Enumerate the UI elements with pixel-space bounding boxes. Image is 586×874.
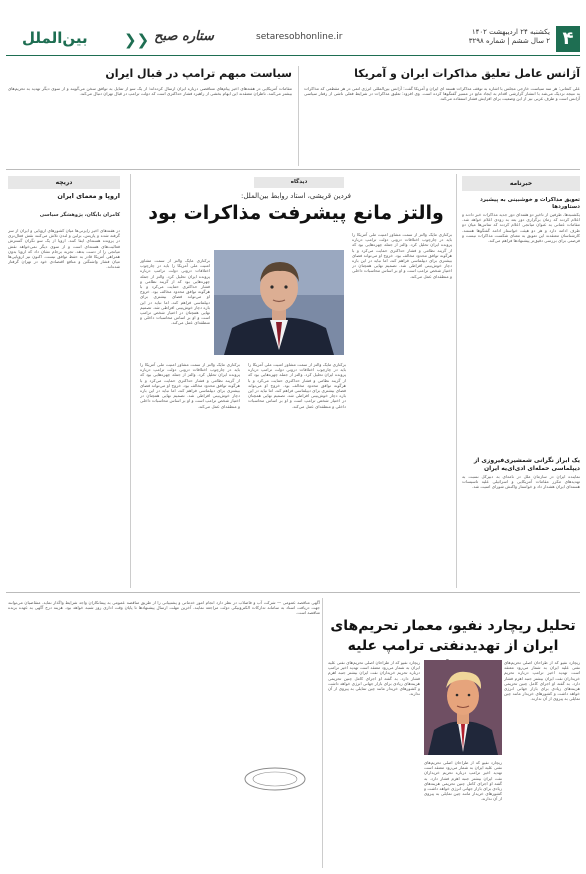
feature-body-col-1: برکناری مایک والتز از سمت مشاور امنیت ملی آمریکا را باید در چارچوب اختلافات درونی دولت ترامپ درباره پرونده ایران تحلیل کرد. والتز از جمله چهره‌هایی بود که از گزینه نظامی و فشار حداکثری حمایت می‌کرد و با هرگونه توافق محدود مخالف بود. خروج او می‌تواند فضای بیشتری برای دیپلماسی فراهم کند، اما نباید در این باره دچار خوش‌بینی افراطی شد. تصمیم نهایی همچنان در اختیار شخص ترامپ است و او بر اساس محاسبات داخلی و منطقه‌ای عمل می‌کند. [352, 232, 452, 279]
bottom-body-col-3: ریچارد نفیو که از طراحان اصلی تحریم‌های نفتی علیه ایران به شمار می‌رود معتقد است تهدید اخیر ترامپ درباره تحریم خریداران نفت ایران بیشتر جنبه اهرم فشار دارد. به گفته او اجرای کامل چنین تحریمی هزینه‌های زیادی برای بازار جهانی انرژی خواهد داشت و کشورهای خریدار مانند چین تمایلی به پیروی از آن ندارند. [328, 660, 420, 697]
column-tag: خبرنامه [462, 176, 580, 191]
news-headline-2[interactable]: یک ابراز نگرانی شمشیری‌فیروزی از دیپلماسی حمله‌ای ادی‌ای‌یه ایران [473, 457, 580, 472]
newspaper-logo: ستاره صبح [154, 29, 214, 44]
top-story-body-1: علی کنعانی: هر سه سیاست خارجی مجلس با اشاره به توقف مذاکرات هسته ای ایران و آمریکا گفت: آژانس بین‌المللی انرژی اتمی در هر مقطعی که مذاکرات به نتیجه نزدیک می‌شد با انتشار گزارشی اقدام به ایجاد مانع در مسیر گفتگوها کرده است. وی افزود: تعلیق مذاکرات در شرایط فعلی ناشی از رفتار سیاسی آژانس است و طرف غربی نیز از این وضعیت برای افزایش فشار استفاده می‌کند. [304, 86, 580, 102]
tender-notice-text: آگهی مناقصه عمومی — شرکت آب و فاضلاب در نظر دارد انجام امور خدماتی و پشتیبانی را از طریق مناقصه عمومی به پیمانکاران واجد شرایط واگذار نماید. متقاضیان می‌توانند جهت دریافت اسناد به سامانه تدارکات الکترونیکی دولت مراجعه نمایند. آخرین مهلت ارسال پیشنهادها تا پایان وقت اداری روز شنبه خواهد بود. هزینه درج آگهی به عهده برنده مناقصه است. [8, 600, 320, 616]
column-divider [130, 174, 131, 588]
bottom-body-col-1: ریچارد نفیو که از طراحان اصلی تحریم‌های نفتی علیه ایران به شمار می‌رود معتقد است تهدید اخیر ترامپ درباره تحریم خریداران نفت ایران بیشتر جنبه اهرم فشار دارد. به گفته او اجرای کامل چنین تحریمی هزینه‌های زیادی برای بازار جهانی انرژی خواهد داشت و کشورهای خریدار مانند چین تمایلی به پیروی از آن ندارند. [504, 660, 580, 702]
stamp-seal [240, 766, 310, 792]
column-tag: دریچه [8, 176, 120, 189]
column-divider [298, 66, 299, 166]
top-story-headline-2[interactable]: سیاست مبهم ترامپ در قبال ایران [105, 67, 292, 80]
news-headline[interactable]: تعویق مذاکرات و خوشبینی به پیشبرد دستاوردها [479, 197, 580, 210]
trump-photo [424, 660, 502, 755]
date-line-1: یکشنبه ۲۴ اردیبهشت ۱۴۰۲ [471, 28, 550, 36]
page-number: ۴ [556, 26, 580, 52]
top-story-headline-1[interactable]: آژانس عامل تعلیق مذاکرات ایران و آمریکا [354, 67, 580, 80]
top-story-body-2: مقامات آمریکایی در هفته‌های اخیر پیام‌های متناقضی درباره ایران ارسال کرده‌اند؛ از یک سو از تمایل به توافق سخن می‌گویند و از سوی دیگر تهدید به تحریم‌های بیشتر می‌کنند. ناظران معتقدند این ابهام بخشی از راهبرد فشار حداکثری است که دولت ترامپ در قبال تهران دنبال می‌کند. [8, 86, 292, 97]
feature-body-col-2: برکناری مایک والتز از سمت مشاور امنیت ملی آمریکا را باید در چارچوب اختلافات درونی دولت ترامپ درباره پرونده ایران تحلیل کرد. والتز از جمله چهره‌هایی بود که از گزینه نظامی و فشار حداکثری حمایت می‌کرد و با هرگونه توافق محدود مخالف بود. خروج او می‌تواند فضای بیشتری برای دیپلماسی فراهم کند، اما نباید در این باره دچار خوش‌بینی افراطی شد. تصمیم نهایی همچنان در اختیار شخص ترامپ است و او بر اساس محاسبات داخلی و منطقه‌ای عمل می‌کند. [248, 362, 346, 409]
date-line-2: ۲ سال ششم | شماره ۳۲۹۸ [468, 37, 550, 45]
site-url[interactable]: setaresobhonline.ir [256, 32, 343, 42]
feature-headline[interactable]: والتز مانع پیشرفت مذاکرات بود [148, 202, 444, 224]
issue-date [469, 28, 550, 46]
feature-body-col-3b: برکناری مایک والتز از سمت مشاور امنیت ملی آمریکا را باید در چارچوب اختلافات درونی دولت ترامپ درباره پرونده ایران تحلیل کرد. والتز از جمله چهره‌هایی بود که از گزینه نظامی و فشار حداکثری حمایت می‌کرد و با هرگونه توافق محدود مخالف بود. خروج او می‌تواند فضای بیشتری برای دیپلماسی فراهم کند، اما نباید در این باره دچار خوش‌بینی افراطی شد. تصمیم نهایی همچنان در اختیار شخص ترامپ است و او بر اساس محاسبات داخلی و منطقه‌ای عمل می‌کند. [140, 362, 240, 409]
column-body: در هفته‌های اخیر رایزنی‌ها میان کشورهای اروپایی و ایران از سر گرفته شده و پاریس، برلین و لندن تلاش می‌کنند نقش فعال‌تری در پرونده هسته‌ای ایفا کنند. اروپا از یک سو نگران گسترش فعالیت‌های هسته‌ای است و از سوی دیگر نمی‌خواهد نقش میانجی را از دست بدهد. تجربه برجام نشان داد که اروپا بدون همراهی آمریکا قادر به حفظ توافق نیست. اکنون نیز اروپایی‌ها میان فشار واشنگتن و منافع اقتصادی خود در تهران گرفتار شده‌اند. [8, 228, 120, 270]
column-headline[interactable]: اروپا و معمای ایران [57, 192, 120, 200]
bottom-headline[interactable]: تحلیل ریچارد نفیو، معمار تحریم‌های ایران از تهدیدنفتی ترامپ علیه [330, 618, 576, 654]
feature-tag: دیدگاه [254, 177, 344, 188]
bottom-body-col-2: ریچارد نفیو که از طراحان اصلی تحریم‌های نفتی علیه ایران به شمار می‌رود معتقد است تهدید اخیر ترامپ درباره تحریم خریداران نفت ایران بیشتر جنبه اهرم فشار دارد. به گفته او اجرای کامل چنین تحریمی هزینه‌های زیادی برای بازار جهانی انرژی خواهد داشت و کشورهای خریدار مانند چین تمایلی به پیروی از آن ندارند. [424, 760, 502, 802]
news-body-2: نماینده ایران در سازمان ملل در نامه‌ای به دبیرکل نسبت به تهدیدهای مکرر مقامات آمریکایی و اسرائیلی علیه تاسیسات هسته‌ای ایران هشدار داد و خواستار واکنش شورای امنیت شد. [462, 474, 580, 490]
section-divider [6, 169, 580, 170]
news-body: یکشنبه‌ها، طرفین از تاخیر دو هفته‌ای دور جدید مذاکرات خبر دادند و اعلام کردند که زمان برگزاری دور بعد به زودی اعلام خواهد شد. مقامات عمانی به عنوان میانجی اعلام کردند که تماس‌ها میان دو طرف ادامه دارد و هر دو هیئت خواستار ادامه گفتگوها هستند. کارشناسان معتقدند این تعویق به معنای شکست مذاکرات نیست و فرصتی برای بررسی دقیق‌تر پیشنهادها فراهم می‌کند. [462, 212, 580, 244]
section-title: بین‌الملل [22, 29, 88, 47]
portrait-photo [214, 250, 344, 355]
column-author: کامران بایگان، پژوهشگر سیاسی [39, 212, 120, 218]
section-divider [6, 592, 580, 593]
feature-body-col-3: برکناری مایک والتز از سمت مشاور امنیت ملی آمریکا را باید در چارچوب اختلافات درونی دولت ترامپ درباره پرونده ایران تحلیل کرد. والتز از جمله چهره‌هایی بود که از گزینه نظامی و فشار حداکثری حمایت می‌کرد و با هرگونه توافق محدود مخالف بود. خروج او می‌تواند فضای بیشتری برای دیپلماسی فراهم کند، اما نباید در این باره دچار خوش‌بینی افراطی شد. تصمیم نهایی همچنان در اختیار شخص ترامپ است و او بر اساس محاسبات داخلی و منطقه‌ای عمل می‌کند. [140, 258, 210, 326]
column-divider [322, 598, 323, 868]
double-chevron-icon: ❮❮ [124, 31, 150, 49]
masthead [6, 26, 580, 56]
feature-kicker: فردین قریشی، استاد روابط بین‌الملل: [241, 192, 351, 200]
column-divider [456, 174, 457, 588]
